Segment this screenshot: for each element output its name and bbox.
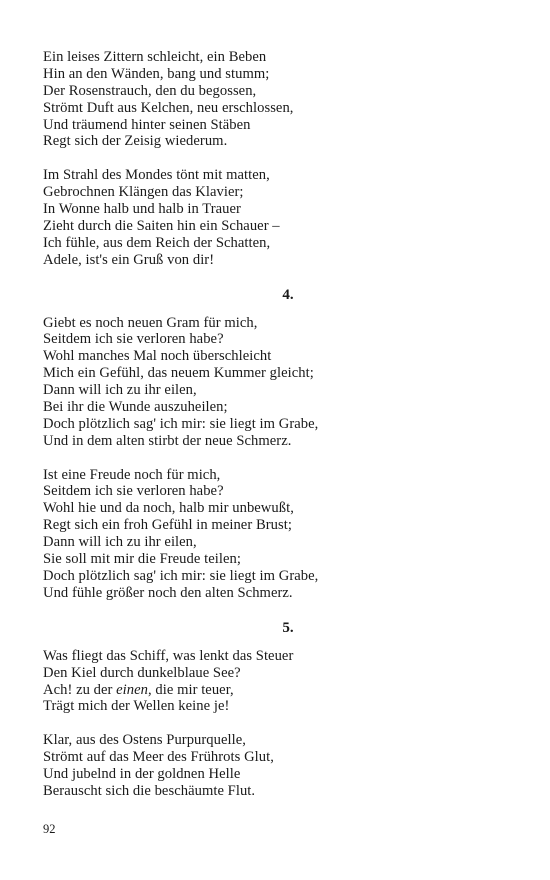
verse-line: In Wonne halb und halb in Trauer: [43, 201, 241, 218]
verse-line: Bei ihr die Wunde auszuheilen;: [43, 399, 228, 416]
verse-line: Ist eine Freude noch für mich,: [43, 466, 221, 483]
stanza-gap: [43, 150, 503, 167]
verse-line: Giebt es noch neuen Gram für mich,: [43, 314, 258, 331]
verse-line: Seitdem ich sie verloren habe?: [43, 331, 224, 348]
section-gap: [43, 637, 503, 648]
verse-line: Wohl hie und da noch, halb mir unbewußt,: [43, 500, 294, 517]
stanza: [43, 648, 503, 716]
verse-line: Seitdem ich sie verloren habe?: [43, 483, 224, 500]
verse-line: Und fühle größer noch den alten Schmerz.: [43, 584, 293, 601]
verse-line: Ein leises Zittern schleicht, ein Beben: [43, 49, 267, 65]
stanza-gap: [43, 450, 503, 467]
verse-line: Dann will ich zu ihr eilen,: [43, 534, 197, 551]
verse-line: Strömt auf das Meer des Frührots Glut,: [43, 749, 274, 766]
verse-line: Klar, aus des Ostens Purpurquelle,: [43, 732, 246, 749]
stanza: [43, 467, 503, 602]
verse-line: Berauscht sich die beschäumte Flut.: [43, 782, 256, 799]
verse-line: Adele, ist's ein Gruß von dir!: [43, 251, 215, 268]
verse-line: Hin an den Wänden, bang und stumm;: [43, 65, 270, 82]
stanza: [43, 49, 503, 150]
verse-line: Und in dem alten stirbt der neue Schmerz.: [43, 432, 292, 449]
verse-line: Wohl manches Mal noch überschleicht: [43, 348, 272, 365]
verse-line: Im Strahl des Mondes tönt mit matten,: [43, 167, 270, 184]
verse-line: Strömt Duft aus Kelchen, neu erschlossen,: [43, 99, 294, 116]
section-heading: 5.: [282, 619, 294, 636]
verse-line: Regt sich ein froh Gefühl in meiner Brust;: [43, 517, 292, 534]
verse-line: Regt sich der Zeisig wiederum.: [43, 133, 228, 150]
verse-text: , die mir teuer,: [148, 681, 234, 698]
verse-line: Und träumend hinter seinen Stäben: [43, 116, 251, 133]
section-gap: [43, 269, 503, 287]
verse-line: Mich ein Gefühl, das neuem Kummer gleicht;: [43, 365, 314, 382]
verse-line: [43, 682, 503, 699]
section-gap: [43, 304, 503, 315]
emphasized-word: einen: [116, 681, 148, 698]
verse-line: Zieht durch die Saiten hin ein Schauer –: [43, 217, 280, 234]
verse-line: Der Rosenstrauch, den du begossen,: [43, 82, 257, 99]
verse-line: Dann will ich zu ihr eilen,: [43, 382, 197, 399]
poem-text: [43, 49, 503, 800]
section-heading: 4.: [282, 286, 294, 303]
verse-line: Doch plötzlich sag' ich mir: sie liegt im Grabe,: [43, 415, 319, 432]
verse-text: Ach! zu der: [43, 681, 117, 698]
stanza: [43, 167, 503, 268]
verse-line: Sie soll mit mir die Freude teilen;: [43, 551, 241, 568]
verse-line: Ich fühle, aus dem Reich der Schatten,: [43, 234, 271, 251]
verse-line: Doch plötzlich sag' ich mir: sie liegt im Grabe,: [43, 567, 319, 584]
verse-line: Den Kiel durch dunkelblaue See?: [43, 664, 241, 681]
verse-line: Gebrochnen Klängen das Klavier;: [43, 184, 244, 201]
stanza: [43, 315, 503, 450]
verse-line: Trägt mich der Wellen keine je!: [43, 698, 230, 715]
stanza-gap: [43, 715, 503, 732]
page-number: 92: [43, 822, 56, 836]
verse-line: Und jubelnd in der goldnen Helle: [43, 765, 241, 782]
stanza: [43, 732, 503, 800]
section-gap: [43, 602, 503, 620]
verse-line: Was fliegt das Schiff, was lenkt das Steuer: [43, 647, 294, 664]
